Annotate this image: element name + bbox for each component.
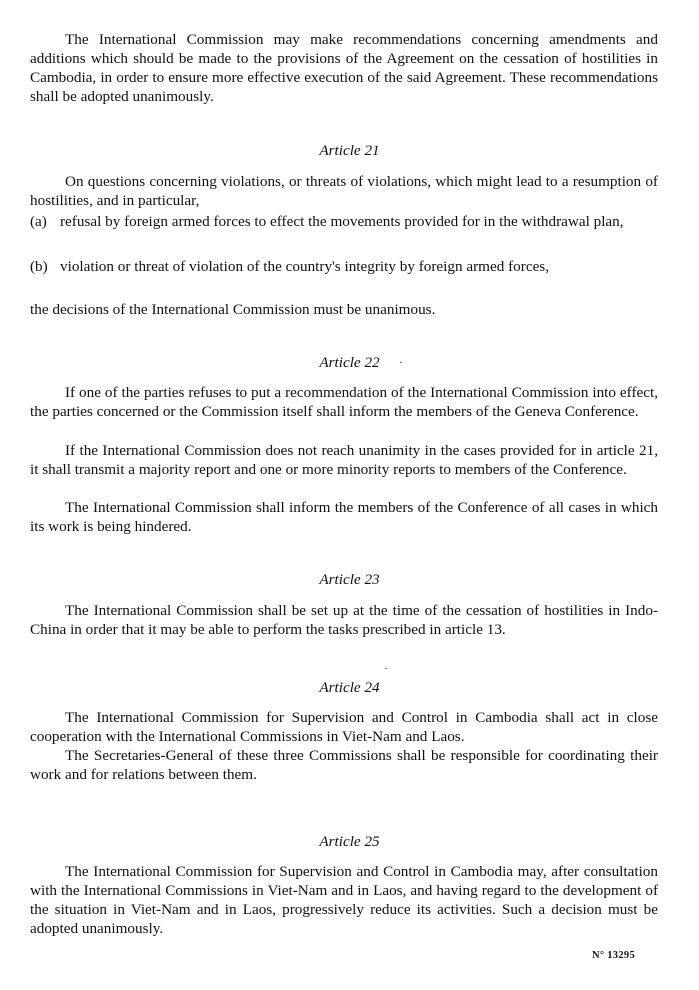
item-a-label: (a) [30,213,47,230]
article-21-paragraph-1: On questions concerning violations, or threats of violations, which might lead to a resumption of hostilities, and in particular, [30,173,658,209]
item-b-text: violation or threat of violation of the country's integrity by foreign armed forces, [60,258,550,275]
article-22-paragraph-3: The International Commission shall inform the members of the Conference of all cases in which its work is being hindered. [30,499,658,535]
article-23-heading: Article 23 [319,571,380,588]
article-22-paragraph-2: If the International Commission does not reach unanimity in the cases provided for in article 21, it shall transmit a majority report and one or more minority reports to members of the Conference. [30,442,658,478]
speck-mark: · [384,661,388,675]
item-a-text: refusal by foreign armed forces to effect the movements provided for in the withdrawal plan, [60,213,624,230]
article-21-item-a [30,212,658,231]
article-23-paragraph-1: The International Commission shall be set up at the time of the cessation of hostilities in Indo-China in order that it may be able to perform the tasks prescribed in article 13. [30,602,658,638]
article-24-paragraph-1: The International Commission for Supervision and Control in Cambodia shall act in close cooperation with the International Commissions in Viet-Nam and Laos. [30,709,658,745]
article-24-paragraph-2: The Secretaries-General of these three Commissions shall be responsible for coordinating their work and for relations between them. [30,747,658,783]
article-21-item-b [30,257,658,276]
item-b-label: (b) [30,258,48,275]
speck-mark: · [399,355,403,369]
article-24-heading: Article 24 [319,679,380,696]
article-22-paragraph-1: If one of the parties refuses to put a recommendation of the International Commission into effect, the parties concerned or the Commission itself shall inform the members of the Geneva Conference. [30,384,658,420]
intro-paragraph: The International Commission may make recommendations concerning amendments and additions which should be made to the provisions of the Agreement on the cessation of hostilities in Cambodia, in order to ensure more effective execution of the said Agreement. These recommendations shall be adopted unanimously. [30,31,658,105]
registration-number: N° 13295 [591,950,635,961]
article-25-paragraph-1: The International Commission for Supervision and Control in Cambodia may, after consultation with the International Commissions in Viet-Nam and in Laos, and having regard to the development of the situation in Viet-Nam and in Laos, progressively reduce its activities. Such a decision must be adopted unanimously. [30,863,658,937]
article-21-paragraph-2: the decisions of the International Commission must be unanimous. [30,301,436,318]
article-25-heading: Article 25 [319,833,380,850]
article-22-heading: Article 22 [319,354,380,371]
article-21-heading: Article 21 [319,142,380,159]
